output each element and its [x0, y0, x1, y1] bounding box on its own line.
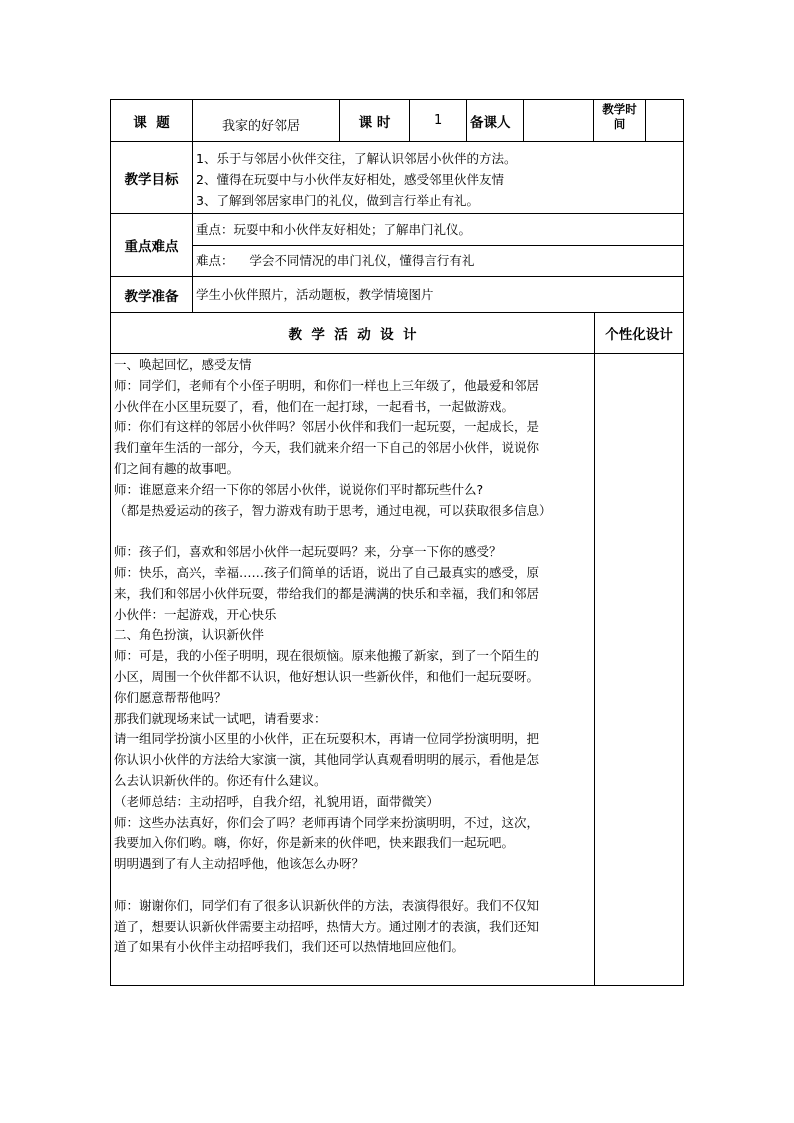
- teaching-time-value: [645, 99, 684, 142]
- design-line: （都是热爱运动的孩子，智力游戏有助于思考，通过电视，可以获取很多信息）: [114, 502, 552, 518]
- difficult-point-text: 难点： 学会不同情况的串门礼仪，懂得言行有礼: [192, 245, 684, 277]
- design-line: 师：你们有这样的邻居小伙伴吗？邻居小伙伴和我们一起玩耍，一起成长，是: [114, 419, 540, 435]
- preparer-value: [523, 99, 594, 142]
- preparer-label: 备课人: [466, 99, 524, 142]
- key-points-label: 重点难点: [110, 213, 193, 277]
- design-line: 来，我们和邻居小伙伴玩耍，带给我们的都是满满的快乐和幸福，我们和邻居: [114, 585, 540, 601]
- design-line: 师：谁愿意来介绍一下你的邻居小伙伴，说说你们平时都玩些什么?: [114, 481, 484, 497]
- goal-line: 1、乐于与邻居小伙伴交往，了解认识邻居小伙伴的方法。: [196, 151, 517, 166]
- design-line: 一、唤起回忆，感受友情: [114, 357, 252, 372]
- preparation-value: 学生小伙伴照片，活动题板，教学情境图片: [192, 276, 684, 313]
- teaching-time-label-line1: 教学时: [602, 102, 637, 116]
- design-line: 你认识小伙伴的方法给大家演一演，其他同学认真观看明明的展示，看他是怎: [114, 752, 540, 768]
- design-line: 师：快乐，高兴，幸福……孩子们简单的话语，说出了自己最真实的感受，原: [114, 564, 540, 580]
- design-line: 你们愿意帮帮他吗？: [114, 689, 227, 705]
- goal-line: 3、了解到邻居家串门的礼仪，做到言行举止有礼。: [196, 192, 479, 208]
- design-line: 么去认识新伙伴的。你还有什么建议。: [114, 772, 327, 788]
- design-line: [114, 521, 592, 542]
- design-line: 师：可是，我的小侄子明明，现在很烦恼。原来他搬了新家，到了一个陌生的: [114, 648, 540, 664]
- goals-content: [192, 141, 684, 214]
- design-line: 请一组同学扮演小区里的小伙伴，正在玩耍积木，再请一位同学扮演明明，把: [114, 731, 540, 747]
- design-line: [114, 875, 592, 896]
- hours-value: 1: [409, 99, 467, 142]
- lesson-plan-table: [110, 99, 684, 986]
- design-line: 小区，周围一个伙伴都不认识，他好想认识一些新伙伴，和他们一起玩耍呀。: [114, 668, 540, 684]
- personalized-design-title: 个性化设计: [594, 312, 684, 354]
- design-line: 们之间有趣的故事吧。: [114, 460, 240, 476]
- design-line: 师：谢谢你们，同学们有了很多认识新伙伴的方法，表演得很好。我们不仅知: [114, 897, 540, 913]
- design-line: 师：这些办法真好，你们会了吗？老师再请个同学来扮演明明，不过，这次，: [114, 814, 540, 830]
- design-line: 道了如果有小伙伴主动招呼我们，我们还可以热情地回应他们。: [114, 939, 465, 955]
- design-line: 师：同学们，老师有个小侄子明明，和你们一样也上三年级了，他最爱和邻居: [114, 377, 540, 393]
- design-line: 小伙伴：一起游戏，开心快乐: [114, 606, 277, 622]
- design-line: 我们童年生活的一部分，今天，我们就来介绍一下自己的邻居小伙伴，说说你: [114, 440, 540, 456]
- hours-label: 课 时: [339, 99, 410, 142]
- teaching-time-label: [593, 99, 646, 142]
- design-line: 明明遇到了有人主动招呼他，他该怎么办呀？: [114, 856, 365, 872]
- design-line: 我要加入你们哟。嗨，你好，你是新来的伙伴吧，快来跟我们一起玩吧。: [114, 835, 515, 851]
- key-point-text: 重点：玩耍中和小伙伴友好相处；了解串门礼仪。: [192, 213, 684, 246]
- topic-label: 课 题: [110, 99, 193, 142]
- design-line: 道了，想要认识新伙伴需要主动招呼，热情大方。通过刚才的表演，我们还知: [114, 918, 540, 934]
- goal-line: 2、懂得在玩耍中与小伙伴友好相处，感受邻里伙伴友情: [196, 171, 504, 187]
- personalized-design-area: [594, 353, 684, 986]
- goals-label: 教学目标: [110, 141, 193, 214]
- design-line: （老师总结：主动招呼，自我介绍，礼貌用语，面带微笑）: [114, 793, 440, 809]
- topic-value: 我家的好邻居: [192, 99, 340, 142]
- preparation-label: 教学准备: [110, 276, 193, 313]
- design-content: [110, 353, 595, 986]
- design-line: 二、角色扮演，认识新伙伴: [114, 627, 265, 643]
- teaching-time-label-line2: 间: [613, 117, 626, 131]
- design-line: 师：孩子们，喜欢和邻居小伙伴一起玩耍吗？来，分享一下你的感受？: [114, 544, 502, 560]
- design-title: 教 学 活 动 设 计: [110, 312, 595, 354]
- design-line: 小伙伴在小区里玩耍了，看，他们在一起打球，一起看书，一起做游戏。: [114, 398, 515, 414]
- design-line: 那我们就现场来试一试吧，请看要求：: [114, 710, 327, 726]
